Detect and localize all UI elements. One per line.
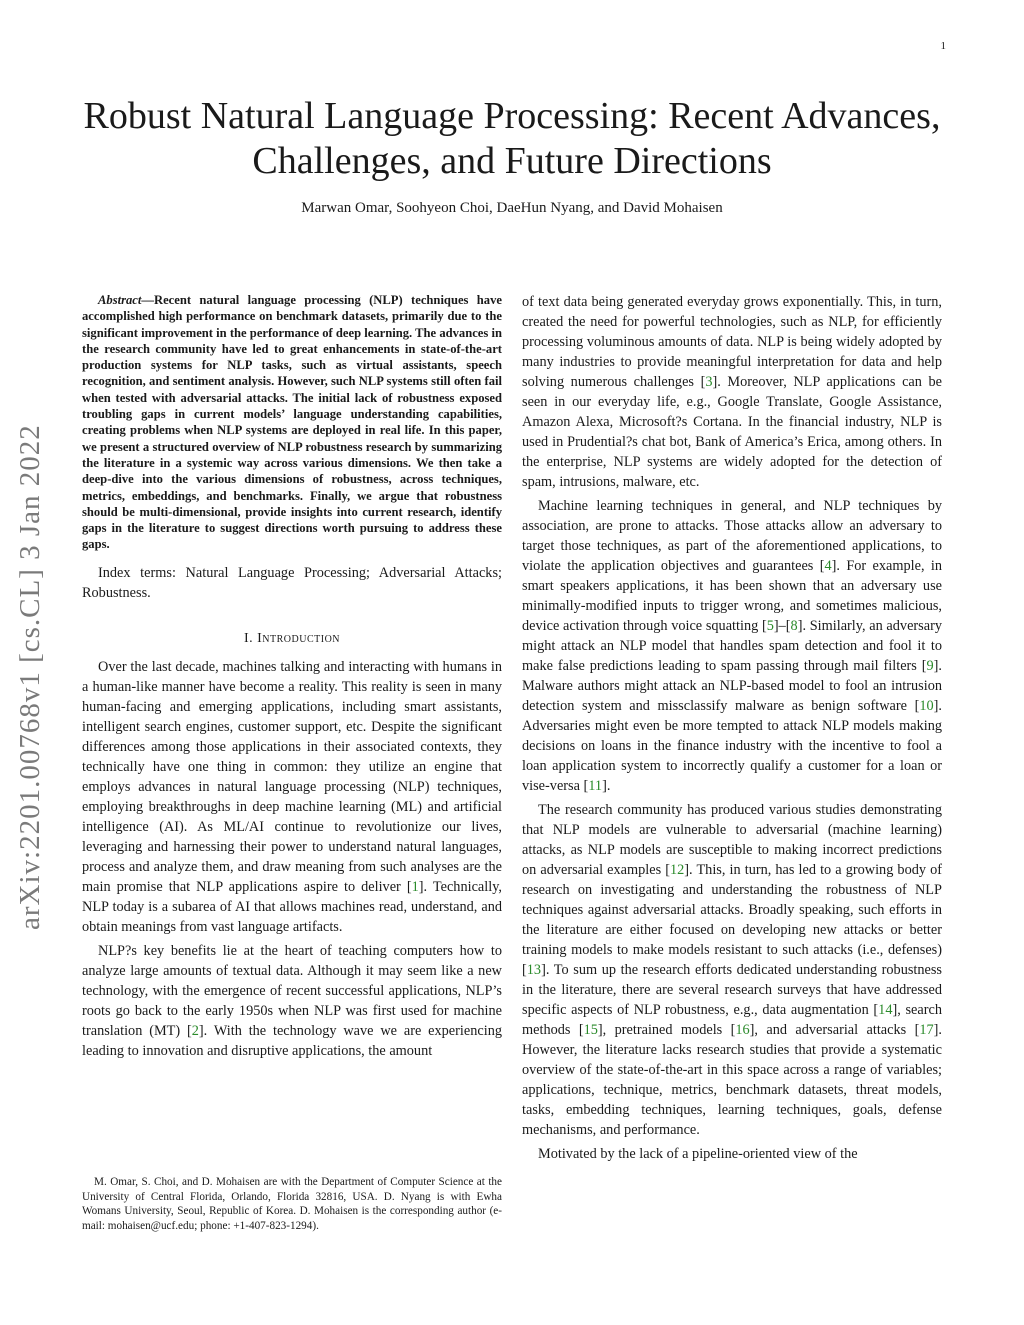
citation-link[interactable]: 5 <box>766 618 774 634</box>
page-number: 1 <box>940 40 946 52</box>
left-column <box>82 292 502 1065</box>
citation-link[interactable]: 12 <box>670 862 685 878</box>
abstract-text: —Recent natural language processing (NLP) techniques have accomplished high performance on benchmark datasets, primarily due to the significant improvement in the performance of deep learning. The advances in the research community have led to great enhancements in state-of-the-art production systems for NLP tasks, such as virtual assistants, speech recognition, and sentiment analysis. However, such NLP systems still often fail when tested with adversarial attacks. The initial lack of robustness exposed troubling gaps in current models’ language understanding capabilities, creating problems when NLP systems are deployed in real life. In this paper, we present a structured overview of NLP robustness research by summarizing the literature in a systemic way across various dimensions. We then take a deep-dive into the various dimensions of robustness, across techniques, metrics, embeddings, and benchmarks. Finally, we argue that robustness should be multi-dimensional, provide insights into current research, identify gaps in the literature to suggest directions worth pursuing to address these gaps. <box>82 293 502 552</box>
citation-link[interactable]: 15 <box>583 1022 598 1038</box>
right-column <box>522 292 942 1168</box>
abstract <box>82 292 502 553</box>
citation-link[interactable]: 13 <box>526 962 542 978</box>
citation-link[interactable]: 8 <box>790 618 798 634</box>
intro-paragraph-2: NLP?s key benefits lie at the heart of teaching computers how to analyze large amounts of textual data. Although it may seem like a new technology, with the emergence of recent successful applications, NLP’s roots go back to the early 1950s when NLP was first used for machine translation (MT) [2]. With the technology wave we are experiencing leading to innovation and disruptive applications, the amount <box>82 942 502 1059</box>
citation-link[interactable]: 10 <box>919 698 934 714</box>
intro-paragraph-2-continued: of text data being generated everyday grows exponentially. This, in turn, created the need for powerful technologies, such as NLP, for efficiently processing voluminous amounts of data. NLP is being widely adopted by many industries to provide meaningful interpretation for data and help solving numerous challenges [3]. Moreover, NLP applications can be seen in our everyday life, e.g., Google Translate, Google Assistance, Amazon Alexa, Microsoft?s Cortana. In the financial industry, NLP is used in Prudential?s chat bot, Bank of America’s Erica, among others. In the enterprise, NLP systems are widely adopted for the detection of spam, intrusions, malware, etc. <box>522 294 942 490</box>
intro-paragraph-3: Machine learning techniques in general, and NLP techniques by association, are prone to attacks. Those attacks allow an adversary to target those techniques, as part of the aforementioned applications, to violate the application objectives and guarantees [4]. For example, in smart speakers applications, it has been shown that an adversary use minimally-modified inputs to trigger wrong, and sometimes malicious, device activation through voice squatting [5]–[8]. Similarly, an adversary might attack an NLP model that handles spam detection and fool it to make false predictions leading to spam passing through mail filters [9]. Malware authors might attack an NLP-based model to fool an intrusion detection system and missclassify malware as benign software [10]. Adversaries might even be more tempted to attack NLP models making decisions on loans in the finance industry with the incentive to fool a loan application system to incorrectly qualify a customer for a loan or vise-versa [11]. <box>522 498 943 794</box>
intro-paragraph-5: Motivated by the lack of a pipeline-oriented view of the <box>538 1146 858 1162</box>
citation-link[interactable]: 2 <box>191 1022 199 1039</box>
citation-link[interactable]: 11 <box>588 778 603 794</box>
intro-paragraph-1: Over the last decade, machines talking and interacting with humans in a human-like manner have become a reality. This reality is seen in many human-facing and emerging applications, including smart assistants, intelligent search engines, customer support, etc. Despite the significant differences among those applications in their associated contexts, they technically have one thing in common: they utilize an engine that employs advances in natural language processing (NLP) techniques, employing breakthroughs in deep machine learning (ML) and artificial intelligence (AI). As ML/AI continue to revolutionize our lives, leveraging and harnessing their power to understand natural languages, process and analyze them, and draw meaning from such analyses are the main promise that NLP applications aspire to deliver [1]. Technically, NLP today is a subarea of AI that allows machines read, understand, and obtain meanings from vast language artifacts. <box>82 658 502 935</box>
paper-title: Robust Natural Language Processing: Recent Advances, Challenges, and Future Directions <box>83 95 941 182</box>
arxiv-identifier: arXiv:2201.00768v1 [cs.CL] 3 Jan 2022 <box>14 424 46 930</box>
section-heading-introduction <box>82 629 502 649</box>
index-terms: Index terms: Natural Language Processing; Adversarial Attacks; Robustness. <box>82 564 502 601</box>
citation-link[interactable]: 1 <box>411 878 419 895</box>
citation-link[interactable]: 9 <box>926 658 934 674</box>
section-numeral: I. <box>243 630 254 646</box>
citation-link[interactable]: 3 <box>705 374 713 390</box>
intro-paragraph-4: The research community has produced various studies demonstrating that NLP models are vulnerable to adversarial (machine learning) attacks, as NLP models are susceptible to making incorrect predictions on adversarial examples [12]. This, in turn, has led to a growing body of research on investigating and understanding the robustness of NLP techniques against adversarial attacks. Broadly speaking, such efforts in the literature are either focused on developing new attacks or better training models to make models resistant to such attacks (i.e., defenses) [13]. To sum up the research efforts dedicated understanding robustness in the literature, there are several research surveys that have addressed specific aspects of NLP robustness, e.g., data augmentation [14], search methods [15], pretrained models [16], and adversarial attacks [17]. However, the literature lacks research studies that provide a systematic overview of the state-of-the-art in this space across a range of variables; applications, technique, metrics, benchmark datasets, threat models, tasks, embedding techniques, learning techniques, goals, defense mechanisms, and performance. <box>522 802 943 1138</box>
citation-link[interactable]: 17 <box>919 1022 934 1038</box>
citation-link[interactable]: 4 <box>824 558 832 574</box>
author-footnote: M. Omar, S. Choi, and D. Mohaisen are with the Department of Computer Science at the University of Central Florida, Orlando, Florida 32816, USA. D. Nyang is with Ewha Womans University, Seoul, Republic of Korea. D. Mohaisen is the corresponding author (e-mail: mohaisen@ucf.edu; phone: +1-407-823-1294). <box>82 1176 502 1232</box>
author-list: Marwan Omar, Soohyeon Choi, DaeHun Nyang, and David Mohaisen <box>301 200 723 216</box>
citation-link[interactable]: 14 <box>878 1002 893 1018</box>
section-title: Introduction <box>257 630 341 646</box>
abstract-label: Abstract <box>98 293 142 307</box>
citation-link[interactable]: 16 <box>735 1022 750 1038</box>
